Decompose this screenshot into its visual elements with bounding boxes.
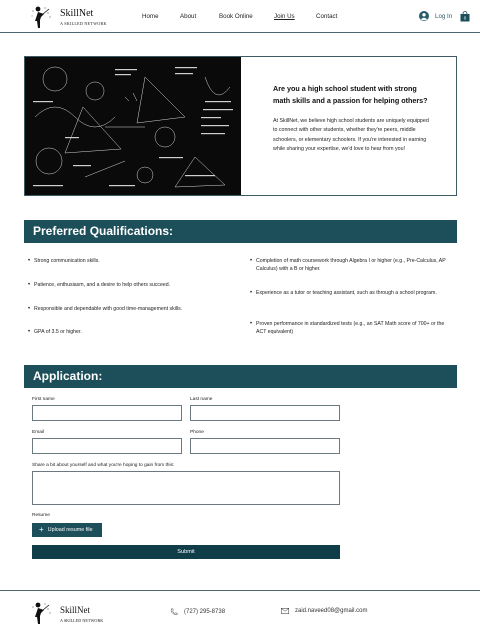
phone-label: Phone <box>190 430 204 435</box>
tutor-logo-icon <box>30 601 52 625</box>
qualification-item <box>28 282 224 290</box>
footer-brand-name: SkillNet <box>60 605 91 615</box>
bullet: • <box>250 321 253 327</box>
email-label: Email <box>32 430 44 435</box>
qualification-item <box>28 306 224 314</box>
message-textarea[interactable] <box>32 471 340 505</box>
submit-button[interactable]: Submit <box>32 545 340 559</box>
phone-number: (727) 295-8738 <box>184 609 226 615</box>
qualification-text: Experience as a tutor or teaching assistant, such as through a school program. <box>256 290 437 296</box>
resume-label: Resume <box>32 513 50 518</box>
site-header <box>0 0 480 33</box>
qualification-text: GPA of 3.5 or higher. <box>34 329 82 335</box>
plus-icon: + <box>39 525 44 534</box>
upload-label: Upload resume file <box>47 527 93 533</box>
nav-join-us[interactable]: Join Us <box>274 13 295 20</box>
cart-count: 0 <box>463 15 467 21</box>
qualification-item <box>28 329 224 337</box>
message-label: Share a bit about yourself and what you're hoping to gain from this: <box>32 463 175 468</box>
nav-home[interactable]: Home <box>142 13 159 20</box>
footer-divider <box>0 590 480 591</box>
mail-icon <box>281 608 289 614</box>
qualification-text: Completion of math coursework through Algebra I or higher (e.g., Pre-Calculus, AP Calculus) with a B or higher. <box>256 258 446 272</box>
brand-name[interactable]: SkillNet <box>60 8 94 19</box>
bullet: • <box>250 290 253 296</box>
login-label: Log In <box>435 12 453 20</box>
hero-body: At SkillNet, we believe high school students are uniquely equipped to connect with other students, whether they're peers, middle schoolers, or elementary schoolers. If you're interested in earning while sharing your expertise, we'd love to hear from you! <box>273 118 429 153</box>
hero-title: Are you a high school student with strong math skills and a passion for helping others? <box>273 84 428 105</box>
nav-about[interactable]: About <box>180 13 197 20</box>
qualification-item <box>28 258 224 266</box>
phone-field[interactable] <box>190 438 340 454</box>
qualification-text: Strong communication skills. <box>34 258 100 264</box>
qualifications-heading: Preferred Qualifications: <box>24 220 457 243</box>
first-name-label: First name <box>32 397 55 402</box>
qualification-item <box>250 258 452 273</box>
hero-card <box>24 56 457 196</box>
qualification-text: Patience, enthusiasm, and a desire to help others succeed. <box>34 282 171 288</box>
bullet: • <box>250 258 253 264</box>
shopping-bag-icon[interactable] <box>460 11 470 22</box>
qualification-item <box>250 321 452 336</box>
chalkboard-math-image <box>25 57 241 195</box>
qualification-text: Responsible and dependable with good time-management skills. <box>34 306 183 312</box>
tutor-logo-icon[interactable] <box>30 5 52 29</box>
upload-resume-button[interactable] <box>32 523 102 537</box>
first-name-input[interactable] <box>32 405 182 421</box>
email-address: zaid.naveed08@gmail.com <box>295 608 368 614</box>
email-field[interactable] <box>32 438 182 454</box>
footer-phone[interactable] <box>170 608 225 616</box>
bullet: • <box>28 329 31 335</box>
footer-brand-tagline: A SKILLED NETWORK <box>60 618 104 623</box>
bullet: • <box>28 306 31 312</box>
footer-email[interactable] <box>281 608 367 614</box>
phone-icon <box>170 608 178 616</box>
bullet: • <box>28 282 31 288</box>
nav-book-online[interactable]: Book Online <box>219 13 253 20</box>
user-circle-icon <box>419 11 429 21</box>
brand-tagline: A SKILLED NETWORK <box>60 21 107 26</box>
login-button[interactable] <box>419 11 452 21</box>
last-name-input[interactable] <box>190 405 340 421</box>
bullet: • <box>28 258 31 264</box>
application-heading: Application: <box>24 365 457 388</box>
last-name-label: Last name <box>190 397 213 402</box>
nav-contact[interactable]: Contact <box>316 13 338 20</box>
qualification-item <box>250 290 452 298</box>
qualification-text: Proven performance in standardized tests (e.g., an SAT Math score of 700+ or the ACT equivalent) <box>256 321 445 335</box>
